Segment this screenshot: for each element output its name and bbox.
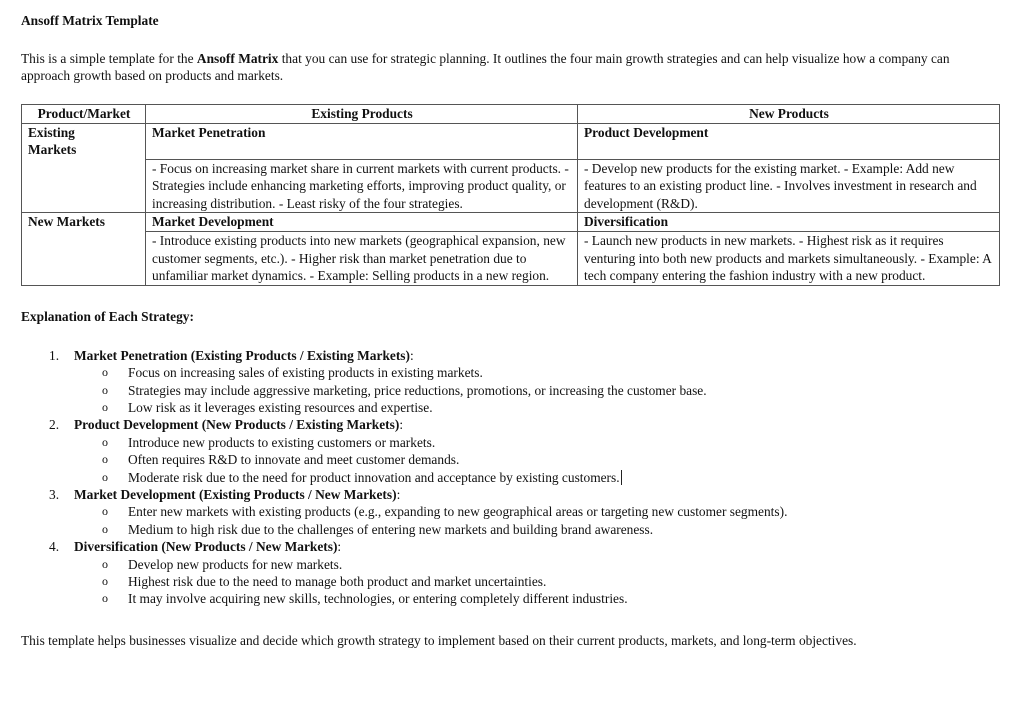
list-item (74, 556, 1001, 573)
list-item (74, 434, 1001, 451)
matrix-header-row (22, 105, 1000, 124)
cell-title-diversification: Diversification (578, 213, 1000, 232)
strategy-item (21, 486, 1001, 538)
strategy-title-colon: : (399, 417, 404, 433)
circle-bullet-icon: o (102, 469, 108, 484)
strategy-title: Market Penetration (Existing Products / Existing Markets) (74, 347, 410, 363)
strategy-item (21, 538, 1001, 608)
circle-bullet-icon: o (102, 591, 108, 606)
strategy-title-colon: : (396, 487, 401, 502)
cell-title-product-development: Product Development (578, 123, 1000, 159)
cell-text-product-development: - Develop new products for the existing market. - Example: Add new features to an existing product line. - Involves investment in research and development (R&D). (578, 159, 1000, 213)
matrix-row-new-markets-titles (22, 213, 1000, 232)
intro-text-after: that you can use for strategic planning. It outlines the four main growth strategies and can help visualize how a company can approach growth based on products and markets. (21, 51, 950, 83)
circle-bullet-icon: o (102, 521, 108, 536)
cell-text-diversification: - Launch new products in new markets. - Highest risk as it requires venturing into both new products and markets simultaneously. - Example: A tech company entering the fashion industry with a new product. (578, 231, 1000, 285)
cell-text-market-development: - Introduce existing products into new markets (geographical expansion, new customer segments, etc.). - Higher risk than market penetration due to unfamiliar market dynamics. - Example: Selling products in a new region. (146, 231, 578, 285)
circle-bullet-icon: o (102, 504, 108, 519)
point-text: It may involve acquiring new skills, technologies, or entering completely different industries. (128, 591, 628, 607)
row-label-existing-markets (22, 123, 146, 213)
strategy-item (21, 416, 1001, 486)
point-text: Focus on increasing sales of existing products in existing markets. (128, 365, 483, 381)
intro-text-before: This is a simple template for the (21, 51, 197, 66)
circle-bullet-icon: o (102, 434, 108, 449)
matrix-row-existing-markets-titles (22, 123, 1000, 159)
list-item (74, 382, 1001, 399)
document-title: Ansoff Matrix Template (21, 13, 159, 28)
strategy-number: 1. (49, 347, 60, 363)
point-text: Low risk as it leverages existing resources and expertise. (128, 399, 433, 415)
point-text: Enter new markets with existing products (e.g., expanding to new geographical areas or targeting new customer segments). (128, 504, 788, 520)
intro-paragraph (21, 50, 996, 84)
strategy-points (74, 556, 1001, 608)
text-cursor (621, 470, 622, 485)
circle-bullet-icon: o (102, 365, 108, 380)
matrix-row-existing-markets-texts (22, 159, 1000, 213)
point-text: Moderate risk due to the need for product innovation and acceptance by existing customers. (128, 469, 620, 485)
strategy-number: 2. (49, 417, 60, 433)
cell-text-market-penetration: - Focus on increasing market share in current markets with current products. - Strategies include enhancing marketing efforts, improving product quality, or increasing distribution. - Least risky of the four strategies. (146, 159, 578, 213)
row-label-existing-markets-text: Existing Markets (28, 124, 77, 158)
strategy-number: 3. (49, 487, 60, 502)
cell-title-market-penetration: Market Penetration (146, 123, 578, 159)
circle-bullet-icon: o (102, 399, 108, 414)
strategy-title-colon: : (409, 347, 414, 363)
point-text: Highest risk due to the need to manage both product and market uncertainties. (128, 574, 547, 590)
list-item (74, 399, 1001, 416)
cell-title-market-development: Market Development (146, 213, 578, 232)
strategy-number: 4. (49, 539, 60, 555)
circle-bullet-icon: o (102, 382, 108, 397)
point-text: Introduce new products to existing customers or markets. (128, 434, 436, 450)
strategy-points (74, 503, 1001, 538)
circle-bullet-icon: o (102, 452, 108, 467)
list-item (74, 451, 1001, 468)
document-page (21, 12, 1001, 649)
ansoff-matrix-table (21, 104, 1000, 286)
strategy-title: Market Development (Existing Products / New Markets) (74, 487, 397, 502)
circle-bullet-icon: o (102, 556, 108, 571)
list-item (74, 573, 1001, 590)
row-label-new-markets: New Markets (22, 213, 146, 285)
conclusion-paragraph: This template helps businesses visualize and decide which growth strategy to implement based on their current products, markets, and long-term objectives. (21, 632, 857, 648)
matrix-row-new-markets-texts (22, 231, 1000, 285)
list-item (74, 469, 1001, 486)
strategy-title-colon: : (337, 539, 342, 555)
list-item (74, 590, 1001, 607)
list-item (74, 521, 1001, 538)
point-text: Strategies may include aggressive marketing, price reductions, promotions, or increasing the customer base. (128, 382, 707, 398)
header-existing-products: Existing Products (146, 105, 578, 124)
strategy-item (21, 347, 1001, 417)
strategy-list (21, 347, 1001, 608)
point-text: Develop new products for new markets. (128, 556, 343, 572)
strategy-title: Product Development (New Products / Existing Markets) (74, 417, 400, 433)
point-text: Medium to high risk due to the challenges of entering new markets and building brand awareness. (128, 521, 654, 537)
explanation-heading: Explanation of Each Strategy: (21, 308, 194, 324)
strategy-points (74, 364, 1001, 416)
intro-bold-term: Ansoff Matrix (196, 51, 279, 66)
list-item (74, 364, 1001, 381)
circle-bullet-icon: o (102, 574, 108, 589)
strategy-points (74, 434, 1001, 486)
header-new-products: New Products (578, 105, 1000, 124)
list-item (74, 503, 1001, 520)
header-product-market: Product/Market (22, 105, 146, 124)
point-text: Often requires R&D to innovate and meet customer demands. (128, 452, 460, 468)
strategy-title: Diversification (New Products / New Markets) (74, 539, 338, 555)
